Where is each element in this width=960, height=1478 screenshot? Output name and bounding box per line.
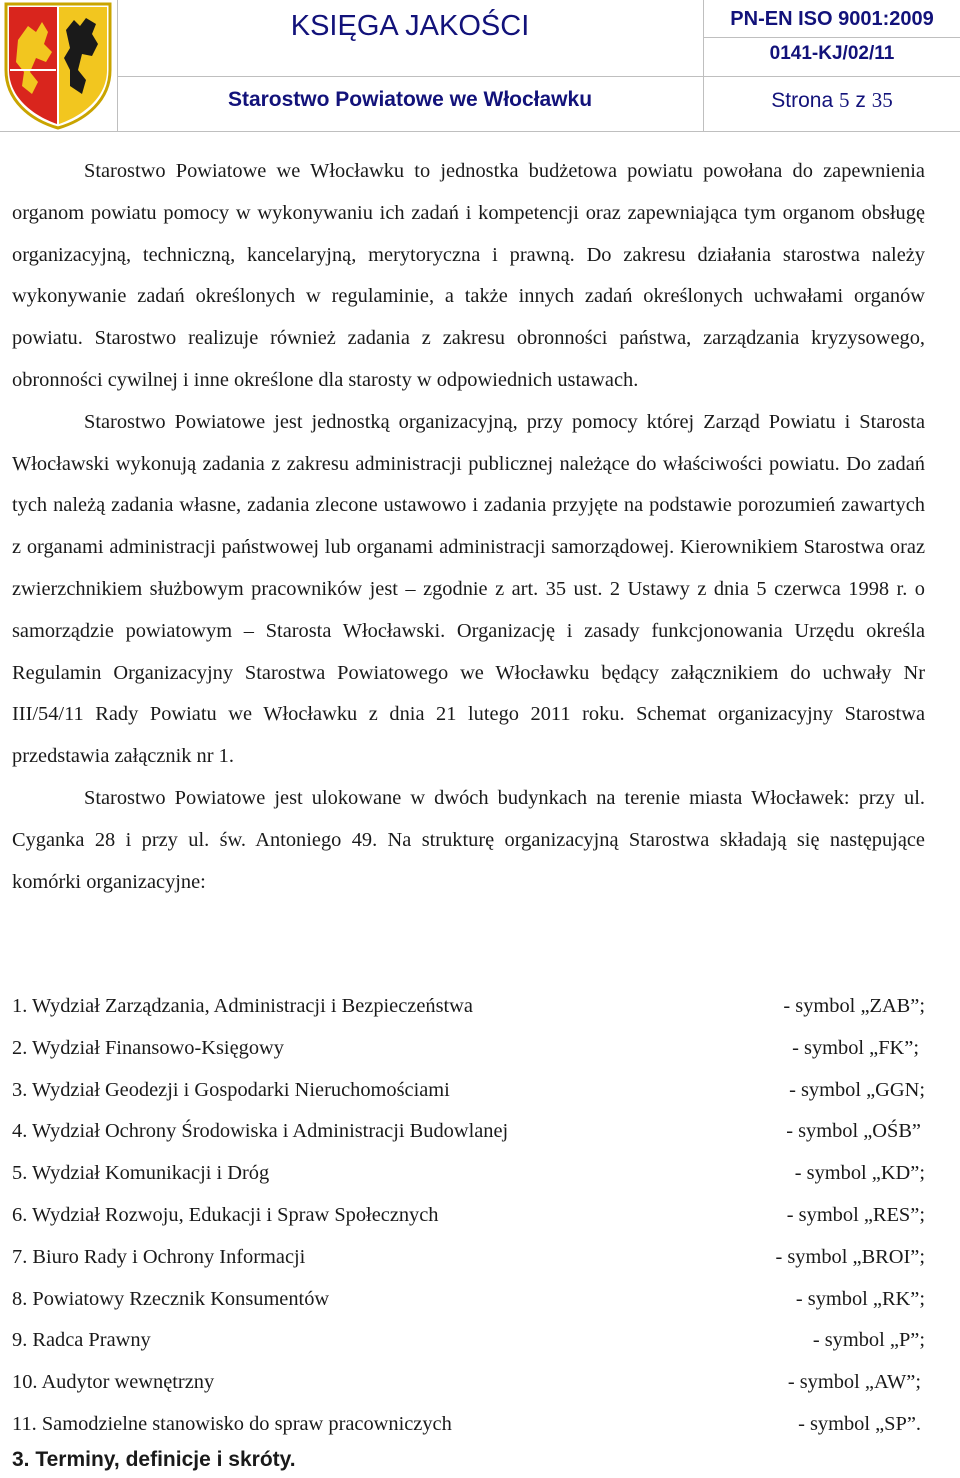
unit-symbol: - symbol „P”; bbox=[812, 1329, 925, 1352]
list-item bbox=[12, 1070, 925, 1112]
unit-name: 4. Wydział Ochrony Środowiska i Administracji Budowlanej bbox=[12, 1120, 509, 1143]
list-item bbox=[12, 1279, 925, 1321]
unit-symbol: - symbol „OŚB” bbox=[786, 1120, 921, 1143]
unit-symbol: - symbol „KD”; bbox=[794, 1162, 925, 1185]
paragraph: Starostwo Powiatowe we Włocławku to jednostka budżetowa powiatu powołana do zapewnienia organom powiatu pomocy w wykonywaniu ich zadań i kompetencji oraz zapewniająca tym organom obsługę organizacyjną, techniczną, kancelaryjną, merytoryczna i prawną. Do zakresu działania starostwa należy wykonywanie zadań określonych w regulaminie, a także innych zadań określonych uchwałami organów powiatu. Starostwo realizuje również zadania z zakresu obronności państwa, zarządzania kryzysowego, obronności cywilnej i inne określone dla starosty w odpowiednich ustawach. bbox=[12, 160, 925, 391]
unit-symbol: - symbol „ZAB”; bbox=[783, 995, 925, 1017]
page-current: 5 bbox=[839, 88, 850, 112]
coat-of-arms-logo bbox=[0, 0, 118, 132]
office-name: Starostwo Powiatowe we Włocławku bbox=[227, 88, 593, 111]
unit-symbol: - symbol „GGN; bbox=[789, 1078, 925, 1101]
paragraph: Starostwo Powiatowe jest ulokowane w dwóch budynkach na terenie miasta Włocławek: przy ul. Cyganka 28 i przy ul. św. Antoniego 49. Na strukturę organizacyjną Starostwa składają się następujące komórki organizacyjne: bbox=[12, 786, 925, 893]
unit-name: 9. Radca Prawny bbox=[12, 1329, 151, 1352]
section-heading: 3. Terminy, definicje i skróty. bbox=[12, 1448, 296, 1471]
list-item bbox=[12, 1195, 925, 1237]
list-item bbox=[12, 1404, 925, 1446]
unit-symbol: - symbol „RES”; bbox=[786, 1203, 925, 1226]
page-total: 35 bbox=[871, 88, 893, 112]
list-item bbox=[12, 1111, 925, 1153]
list-item bbox=[12, 1237, 925, 1279]
unit-symbol: - symbol „SP”. bbox=[798, 1412, 921, 1435]
unit-name: 2. Wydział Finansowo-Księgowy bbox=[12, 1036, 284, 1059]
iso-standard: PN-EN ISO 9001:2009 bbox=[730, 8, 934, 30]
document-code: 0141-KJ/02/11 bbox=[769, 43, 895, 64]
page-label: Strona bbox=[771, 89, 834, 112]
unit-name: 8. Powiatowy Rzecznik Konsumentów bbox=[12, 1287, 330, 1310]
unit-name: 3. Wydział Geodezji i Gospodarki Nieruchomościami bbox=[12, 1078, 450, 1101]
unit-symbol: - symbol „AW”; bbox=[787, 1371, 921, 1394]
organizational-units-list bbox=[12, 986, 925, 1446]
unit-name: 1. Wydział Zarządzania, Administracji i Bezpieczeństwa bbox=[12, 995, 473, 1017]
unit-name: 11. Samodzielne stanowisko do spraw pracowniczych bbox=[12, 1412, 452, 1435]
list-item bbox=[12, 1320, 925, 1362]
list-item bbox=[12, 986, 925, 1028]
unit-symbol: - symbol „BROI”; bbox=[775, 1245, 925, 1268]
unit-name: 7. Biuro Rady i Ochrony Informacji bbox=[12, 1245, 306, 1268]
page-separator: z bbox=[855, 89, 866, 112]
crest-icon bbox=[0, 0, 116, 132]
unit-name: 5. Wydział Komunikacji i Dróg bbox=[12, 1162, 270, 1185]
document-title: KSIĘGA JAKOŚCI bbox=[290, 10, 530, 42]
list-item bbox=[12, 1028, 925, 1070]
unit-symbol: - symbol „FK”; bbox=[792, 1036, 919, 1059]
document-header bbox=[0, 0, 960, 132]
paragraph: Starostwo Powiatowe jest jednostką organizacyjną, przy pomocy której Zarząd Powiatu i Starosta Włocławski wykonują zadania z zakresu administracji publicznej należące do właściwości powiatu. Do zadań tych należą zadania własne, zadania zlecone ustawowo i zadania przyjęte na podstawie porozumień zawartych z organami administracji państwowej lub organami administracji samorządowej. Kierownikiem Starostwa oraz zwierzchnikiem służbowym pracowników jest – zgodnie z art. 35 ust. 2 Ustawy z dnia 5 czerwca 1998 r. o samorządzie powiatowym – Starosta Włocławski. Organizację i zasady funkcjonowania Urzędu określa Regulamin Organizacyjny Starostwa Powiatowego we Włocławku będący załącznikiem do uchwały Nr III/54/11 Rady Powiatu we Włocławku z dnia 21 lutego 2011 roku. Schemat organizacyjny Starostwa przedstawia załącznik nr 1. bbox=[12, 410, 925, 768]
page-number bbox=[704, 88, 960, 113]
unit-name: 10. Audytor wewnętrzny bbox=[12, 1371, 215, 1394]
unit-symbol: - symbol „RK”; bbox=[795, 1287, 925, 1310]
unit-name: 6. Wydział Rozwoju, Edukacji i Spraw Społecznych bbox=[12, 1203, 439, 1226]
list-item bbox=[12, 1362, 925, 1404]
list-item bbox=[12, 1153, 925, 1195]
body-text bbox=[12, 151, 925, 903]
